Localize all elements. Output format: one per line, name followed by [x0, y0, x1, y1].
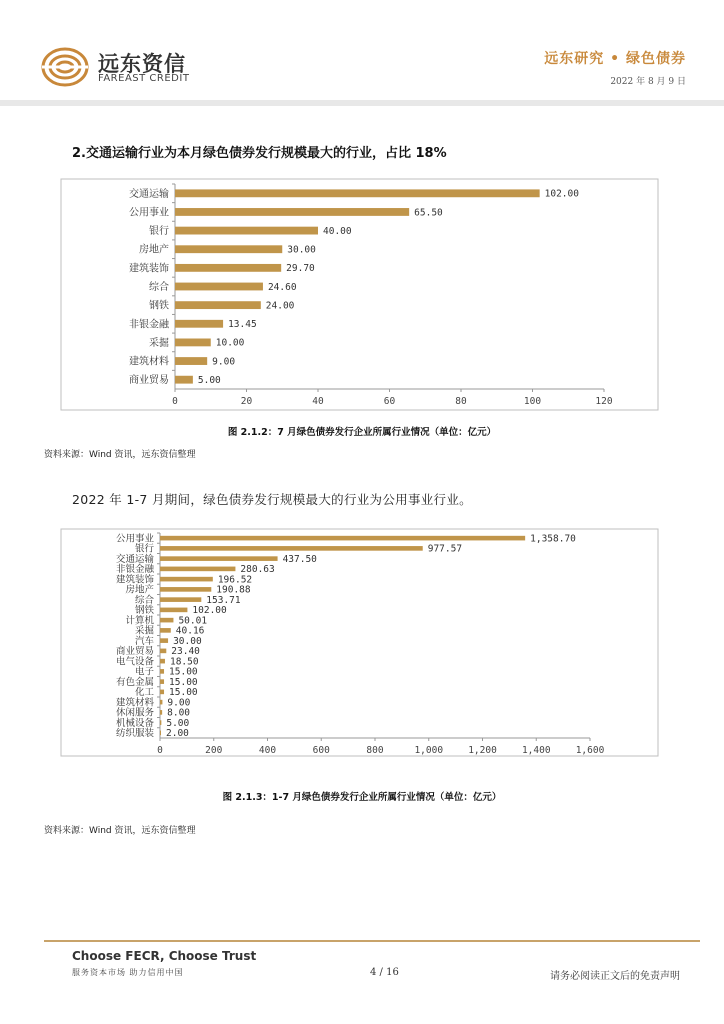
bar	[160, 690, 164, 695]
category-label: 建筑装饰	[115, 574, 154, 586]
x-tick-label: 60	[383, 396, 396, 407]
x-tick-label: 800	[366, 745, 384, 756]
category-label: 商业贸易	[129, 375, 169, 387]
bar-value-label: 65.50	[414, 207, 443, 219]
bar	[160, 546, 423, 551]
bar	[160, 587, 211, 592]
category-label: 采掘	[149, 337, 169, 349]
category-label: 公用事业	[115, 533, 154, 545]
chart1-source: 资料来源：Wind 资讯，远东资信整理	[44, 450, 196, 460]
bar-value-label: 977.57	[427, 543, 463, 555]
bar-value-label: 24.00	[265, 300, 295, 312]
category-label: 休闲服务	[115, 707, 154, 719]
bar	[160, 700, 162, 705]
x-tick-label: 200	[205, 745, 223, 756]
x-tick-label: 600	[312, 745, 330, 756]
category-label: 银行	[134, 543, 154, 555]
x-tick-label: 100	[523, 396, 542, 407]
bar-value-label: 15.00	[169, 687, 198, 699]
bar	[160, 608, 187, 613]
bar-value-label: 30.00	[173, 635, 202, 647]
category-label: 公用事业	[129, 207, 169, 219]
x-tick-label: 80	[455, 396, 467, 407]
footer-divider	[44, 940, 700, 942]
bar-value-label: 15.00	[169, 676, 198, 688]
bar-value-label: 15.00	[169, 666, 198, 678]
bar	[175, 301, 261, 309]
category-label: 商业贸易	[115, 646, 154, 658]
category-label: 电气设备	[115, 656, 154, 668]
page-number: 4 / 16	[370, 967, 399, 978]
category-label: 交通运输	[129, 188, 169, 200]
bar	[160, 649, 166, 654]
x-tick-label: 1,000	[414, 745, 444, 756]
section-title: 2.交通运输行业为本月绿色债券发行规模最大的行业，占比 18%	[72, 146, 447, 161]
bar	[175, 320, 223, 328]
bar	[160, 556, 278, 561]
category-label: 建筑装饰	[129, 263, 169, 275]
bar	[160, 536, 525, 541]
chart2-source: 资料来源：Wind 资讯，远东资信整理	[44, 826, 196, 836]
bar	[175, 338, 211, 346]
category-label: 汽车	[134, 635, 154, 647]
category-label: 纺织服装	[115, 728, 154, 740]
x-tick-label: 0	[172, 396, 178, 407]
category-label: 电子	[134, 666, 154, 678]
bar-value-label: 5.00	[166, 717, 190, 729]
bar	[175, 357, 207, 365]
category-label: 建筑材料	[129, 356, 169, 368]
bar	[175, 189, 540, 197]
category-label: 机械设备	[115, 717, 154, 729]
bar	[160, 669, 164, 674]
bar-value-label: 9.00	[167, 697, 191, 709]
chart-ytd-industry	[60, 528, 660, 758]
category-label: 钢铁	[149, 300, 169, 312]
category-label: 银行	[149, 226, 169, 238]
category-label: 非银金融	[115, 564, 154, 576]
category-label: 有色金属	[115, 676, 154, 688]
bar	[175, 264, 281, 272]
header-divider	[0, 100, 724, 106]
bar	[160, 638, 168, 643]
bar-value-label: 5.00	[197, 375, 221, 387]
bar	[175, 376, 193, 384]
category-label: 建筑材料	[115, 697, 154, 709]
x-tick-label: 20	[240, 396, 253, 407]
bar-value-label: 50.01	[178, 615, 208, 627]
bar-value-label: 29.70	[286, 263, 315, 275]
x-tick-label: 1,600	[575, 745, 605, 756]
category-label: 房地产	[139, 244, 169, 256]
bar	[160, 720, 161, 725]
bar-value-label: 9.00	[212, 356, 236, 368]
fareast-logo-icon	[40, 42, 90, 92]
bar-value-label: 190.88	[216, 584, 251, 596]
bar-value-label: 2.00	[166, 728, 189, 740]
category-label: 钢铁	[134, 605, 154, 617]
logo-text-en: FAREAST CREDIT	[98, 73, 190, 84]
chart-july-industry	[60, 178, 660, 413]
disclaimer-notice: 请务必阅读正文后的免责声明	[550, 971, 680, 982]
category-label: 计算机	[125, 615, 154, 627]
category-label: 综合	[149, 282, 169, 293]
bar	[160, 679, 164, 684]
bar-value-label: 18.50	[169, 656, 199, 668]
bar-value-label: 280.63	[240, 564, 275, 576]
bar	[160, 731, 161, 736]
footer-slogan-cn: 服务资本市场 助力信用中国	[72, 968, 184, 977]
x-tick-label: 120	[595, 396, 613, 407]
bar	[160, 710, 162, 715]
x-tick-label: 40	[312, 396, 324, 407]
bar	[160, 659, 165, 664]
bar-value-label: 40.16	[175, 625, 205, 637]
bar-value-label: 10.00	[215, 337, 245, 349]
bar-value-label: 437.50	[282, 553, 317, 565]
logo-text-cn: 远东资信	[98, 52, 186, 76]
x-tick-label: 0	[157, 745, 163, 756]
chart2-caption: 图 2.1.3：1-7 月绿色债券发行企业所属行业情况（单位：亿元）	[222, 792, 502, 803]
category-label: 采掘	[134, 625, 154, 637]
category-label: 非银金融	[129, 319, 169, 331]
bar	[160, 628, 171, 633]
chart1-caption: 图 2.1.2：7 月绿色债券发行企业所属行业情况（单位：亿元）	[227, 427, 497, 438]
bar-value-label: 153.71	[206, 594, 241, 606]
bar-value-label: 102.00	[192, 605, 227, 617]
x-tick-label: 1,200	[468, 745, 497, 756]
bar	[160, 618, 173, 623]
bar	[175, 245, 282, 253]
footer-slogan-en: Choose FECR, Choose Trust	[72, 949, 257, 963]
bar-value-label: 8.00	[167, 707, 191, 719]
bar	[160, 567, 235, 572]
bar-value-label: 23.40	[171, 646, 200, 658]
bar	[175, 283, 263, 291]
bar-value-label: 196.52	[217, 574, 253, 586]
bar-value-label: 1,358.70	[530, 533, 576, 545]
bar-value-label: 30.00	[287, 244, 316, 256]
bar-value-label: 40.00	[323, 225, 352, 237]
bar	[175, 227, 318, 235]
bar	[175, 208, 409, 216]
x-tick-label: 400	[258, 745, 277, 756]
bar	[160, 577, 213, 582]
category-label: 综合	[134, 594, 154, 606]
category-label: 化工	[134, 687, 154, 699]
bar-value-label: 24.60	[267, 281, 297, 293]
body-paragraph: 2022 年 1-7 月期间，绿色债券发行规模最大的行业为公用事业行业。	[72, 492, 472, 507]
bar	[160, 597, 201, 602]
category-label: 交通运输	[115, 553, 154, 565]
x-tick-label: 1,400	[521, 745, 551, 756]
bar-value-label: 13.45	[228, 319, 257, 331]
category-label: 房地产	[125, 584, 154, 596]
header-section: 远东研究 • 绿色债券	[544, 51, 686, 67]
bar-value-label: 102.00	[544, 188, 579, 200]
header-date: 2022 年 8 月 9 日	[610, 77, 686, 87]
